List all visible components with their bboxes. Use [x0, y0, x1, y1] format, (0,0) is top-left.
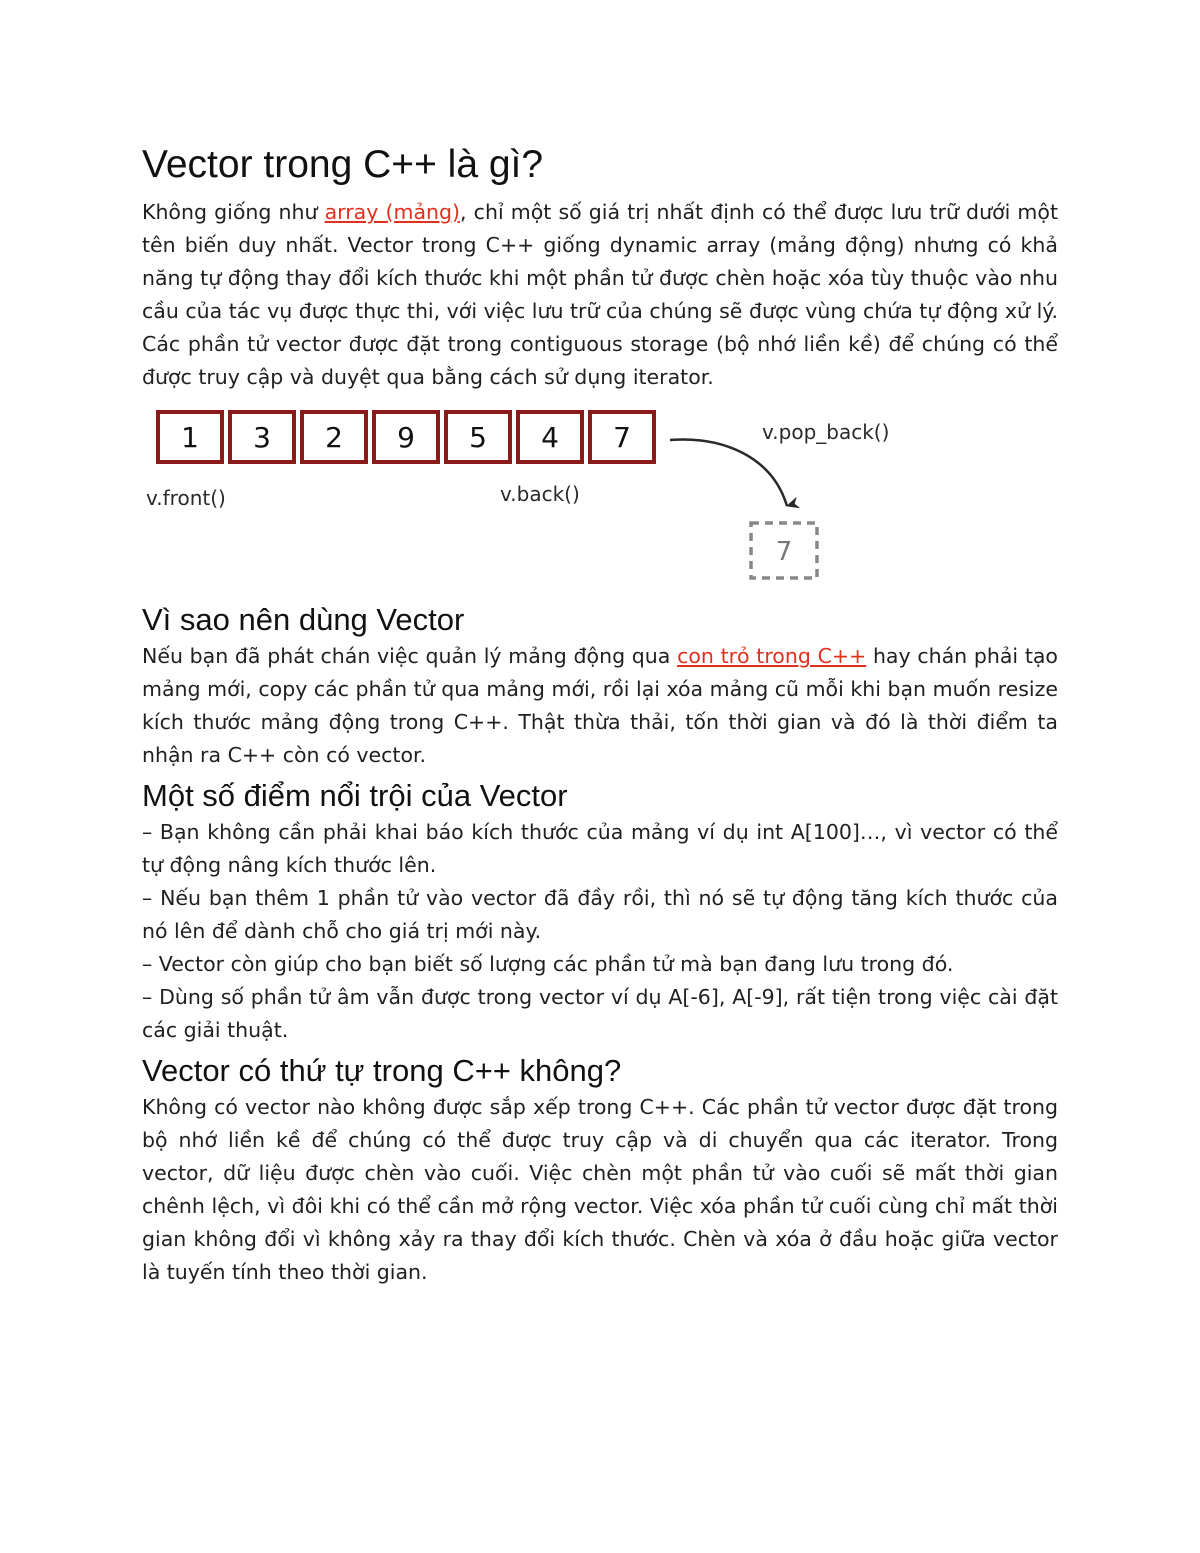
feature-item: – Dùng số phần tử âm vẫn được trong vector ví dụ A[-6], A[-9], rất tiện trong việc cài đặt các giải thuật.	[142, 985, 1058, 1042]
pop-arrow	[670, 440, 787, 506]
vector-cell-value: 3	[253, 421, 271, 454]
why-vector-paragraph	[142, 640, 1058, 772]
vector-cell-value: 7	[613, 421, 631, 454]
vector-cells	[158, 412, 654, 462]
intro-text-after-link: , chỉ một số giá trị nhất định có thể được lưu trữ dưới một tên biến duy nhất. Vector trong C++ giống dynamic array (mảng động) nhưng có khả năng tự động thay đổi kích thước khi một phần tử được chèn hoặc xóa tùy thuộc vào nhu cầu của tác vụ được thực thi, với việc lưu trữ của chúng sẽ được vùng chứa tự động xử lý. Các phần tử vector được đặt trong contiguous storage (bộ nhớ liền kề) để chúng có thể được truy cập và duyệt qua bằng cách sử dụng iterator.	[142, 200, 1058, 389]
vector-cell-value: 1	[181, 421, 199, 454]
heading-features: Một số điểm nổi trội của Vector	[142, 778, 568, 813]
document-page	[142, 140, 1058, 1289]
feature-item: – Bạn không cần phải khai báo kích thước của mảng ví dụ int A[100]…, vì vector có thể tự động nâng kích thước lên.	[142, 820, 1058, 877]
features-list	[142, 816, 1058, 1047]
vector-cell-value: 9	[397, 421, 415, 454]
vector-diagram	[142, 406, 1058, 586]
heading-order: Vector có thứ tự trong C++ không?	[142, 1053, 622, 1088]
heading-why-vector: Vì sao nên dùng Vector	[142, 602, 465, 637]
pop-back-label: v.pop_back()	[762, 420, 890, 444]
feature-item: – Nếu bạn thêm 1 phần tử vào vector đã đầy rồi, thì nó sẽ tự động tăng kích thước của nó lên để dành chỗ cho giá trị mới này.	[142, 886, 1058, 943]
vector-cell-value: 2	[325, 421, 343, 454]
order-paragraph: Không có vector nào không được sắp xếp trong C++. Các phần tử vector được đặt trong bộ nhớ liền kề để chúng có thể được truy cập và di chuyển qua các iterator. Trong vector, dữ liệu được chèn vào cuối. Việc chèn một phần tử vào cuối sẽ mất thời gian chênh lệch, vì đôi khi có thể cần mở rộng vector. Việc xóa phần tử cuối cùng chỉ mất thời gian không đổi vì không xảy ra thay đổi kích thước. Chèn và xóa ở đầu hoặc giữa vector là tuyến tính theo thời gian.	[142, 1095, 1058, 1284]
intro-text-before-link: Không giống như	[142, 200, 325, 224]
vector-diagram-svg	[142, 406, 1058, 586]
vector-cell-value: 4	[541, 421, 559, 454]
pointer-link[interactable]: con trỏ trong C++	[677, 644, 867, 668]
popped-element-value: 7	[775, 537, 793, 567]
vector-cell-value: 5	[469, 421, 487, 454]
why-text-before-link: Nếu bạn đã phát chán việc quản lý mảng động qua	[142, 644, 678, 668]
back-label: v.back()	[500, 482, 580, 506]
intro-paragraph	[142, 196, 1058, 394]
array-link[interactable]: array (mảng)	[324, 200, 461, 224]
feature-item: – Vector còn giúp cho bạn biết số lượng các phần tử mà bạn đang lưu trong đó.	[142, 952, 954, 976]
page-title: Vector trong C++ là gì?	[142, 143, 544, 186]
front-label: v.front()	[146, 486, 226, 510]
why-text-after-link: hay chán phải tạo mảng mới, copy các phần tử qua mảng mới, rồi lại xóa mảng cũ mỗi khi bạn muốn resize kích thước mảng động trong C++. Thật thừa thải, tốn thời gian và đó là thời điểm ta nhận ra C++ còn có vector.	[142, 644, 1058, 767]
